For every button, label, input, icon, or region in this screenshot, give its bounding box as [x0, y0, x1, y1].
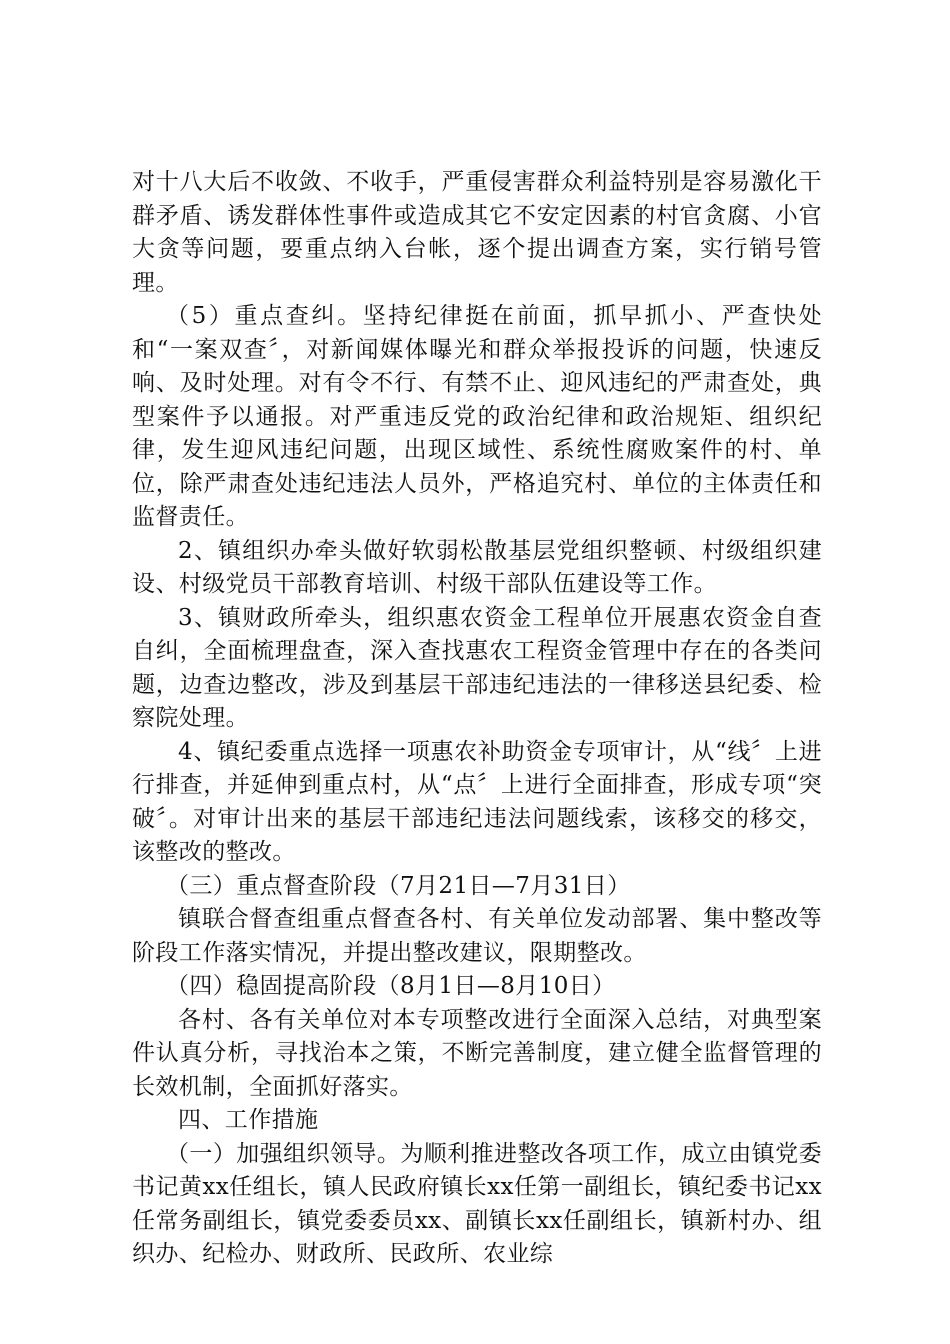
section-heading-work-measures: 四、工作措施 [178, 1107, 319, 1133]
document-body [132, 166, 822, 1272]
section-heading-3: （三）重点督查阶段（7月21日—7月31日） [166, 872, 631, 899]
paragraph-5: 4、镇纪委重点选择一项惠农补助资金专项审计，从“线〞上进行排查，并延伸到重点村，从“点〞上进行全面排查，形成专项“突破〞。对审计出来的基层干部违纪违法问题线索，该移交的移交，该整改的整改。 [132, 738, 822, 865]
paragraph-1: 对十八大后不收敛、不收手，严重侵害群众利益特别是容易激化干群矛盾、诱发群体性事件或造成其它不安定因素的村官贪腐、小官大贪等问题，要重点纳入台帐，逐个提出调查方案，实行销号管理。 [132, 169, 822, 296]
section-heading-4: （四）稳固提高阶段（8月1日—8月10日） [166, 973, 616, 999]
paragraph-4: 3、镇财政所牵头，组织惠农资金工程单位开展惠农资金自查自纠，全面梳理盘查，深入查找惠农工程资金管理中存在的各类问题，边查边整改，涉及到基层干部违纪违法的一律移送县纪委、检察院处理。 [132, 604, 822, 731]
paragraph-3: 2、镇组织办牵头做好软弱松散基层党组织整顿、村级组织建设、村级党员干部教育培训、村级干部队伍建设等工作。 [132, 537, 822, 597]
paragraph-7: 镇联合督查组重点督查各村、有关单位发动部署、集中整改等阶段工作落实情况，并提出整改建议，限期整改。 [132, 906, 822, 966]
paragraph-9: 各村、各有关单位对本专项整改进行全面深入总结，对典型案件认真分析，寻找治本之策，不断完善制度，建立健全监督管理的长效机制，全面抓好落实。 [132, 1006, 822, 1100]
paragraph-2: （5）重点查纠。坚持纪律挺在前面，抓早抓小、严查快处和“一案双查〞，对新闻媒体曝光和群众举报投诉的问题，快速反响、及时处理。对有令不行、有禁不止、迎风违纪的严肃查处，典型案件予以通报。对严重违反党的政治纪律和政治规矩、组织纪律，发生迎风违纪问题，出现区域性、系统性腐败案件的村、单位，除严肃查处违纪违法人员外，严格追究村、单位的主体责任和监督责任。 [132, 303, 822, 530]
paragraph-11: （一）加强组织领导。为顺利推进整改各项工作，成立由镇党委书记黄xx任组长，镇人民政府镇长xx任第一副组长，镇纪委书记xx任常务副组长，镇党委委员xx、副镇长xx任副组长，镇新村办、组织办、纪检办、财政所、民政所、农业综 [132, 1140, 822, 1267]
